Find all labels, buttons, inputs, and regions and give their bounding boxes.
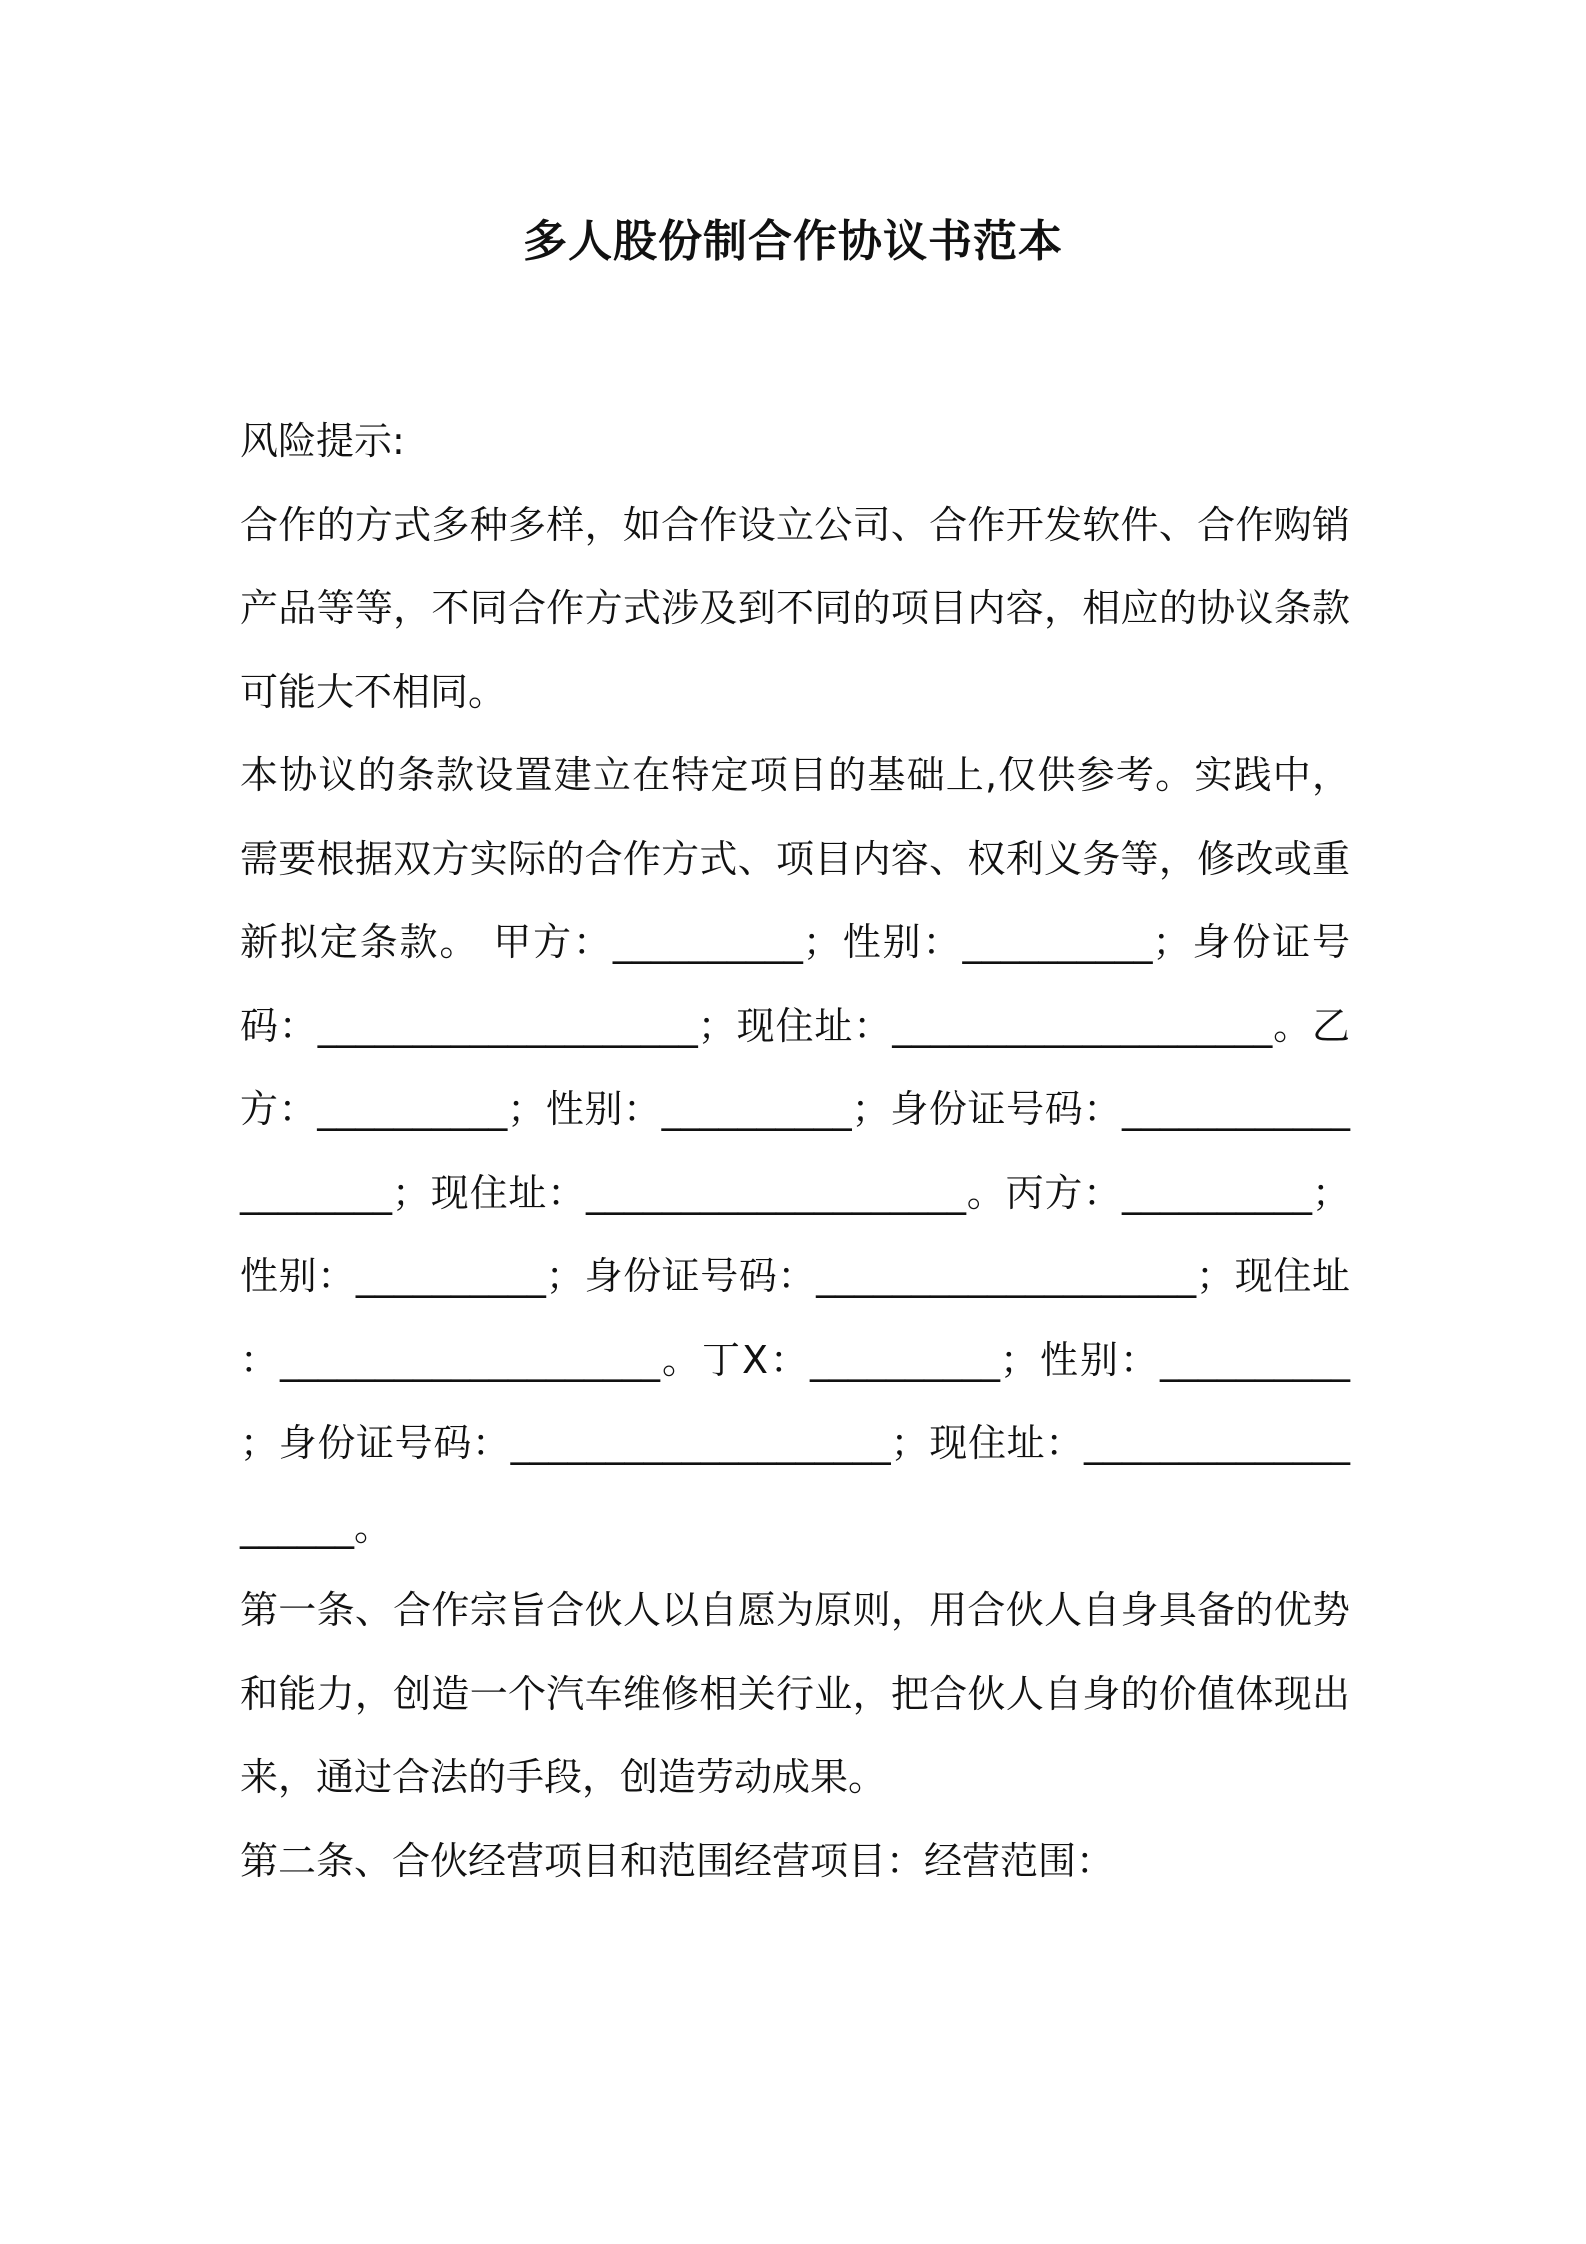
risk-notice-paragraph-1: 合作的方式多种多样，如合作设立公司、合作开发软件、合作购销产品等等，不同合作方式涉及到不同的项目内容，相应的协议条款可能大不相同。 [240, 502, 1350, 714]
risk-notice-paragraph-2-parties: 本协议的条款设置建立在特定项目的基础上,仅供参考。实践中，需要根据双方实际的合作方式、项目内容、权利义务等，修改或重新拟定条款。 甲方：__________；性别：__________；身份证号码：____________________；现住址：____________________。乙方：__________；性别：__________；身份证号码：____________________；现住址：____________________。丙方：__________；性别：__________；身份证号码：____________________；现住址：____________________。丁X：__________；性别：__________；身份证号码：____________________；现住址：____________________。 [240, 753, 1350, 1549]
document-body [240, 400, 1350, 1903]
article-1-purpose: 第一条、合作宗旨合伙人以自愿为原则，用合伙人自身具备的优势和能力，创造一个汽车维修相关行业，把合伙人自身的价值体现出来，通过合法的手段，创造劳动成果。 [240, 1588, 1350, 1799]
article-2-scope: 第二条、合伙经营项目和范围经营项目：经营范围： [240, 1838, 1115, 1883]
document-title: 多人股份制合作协议书范本 [523, 216, 1063, 267]
risk-notice-heading: 风险提示: [240, 419, 405, 463]
